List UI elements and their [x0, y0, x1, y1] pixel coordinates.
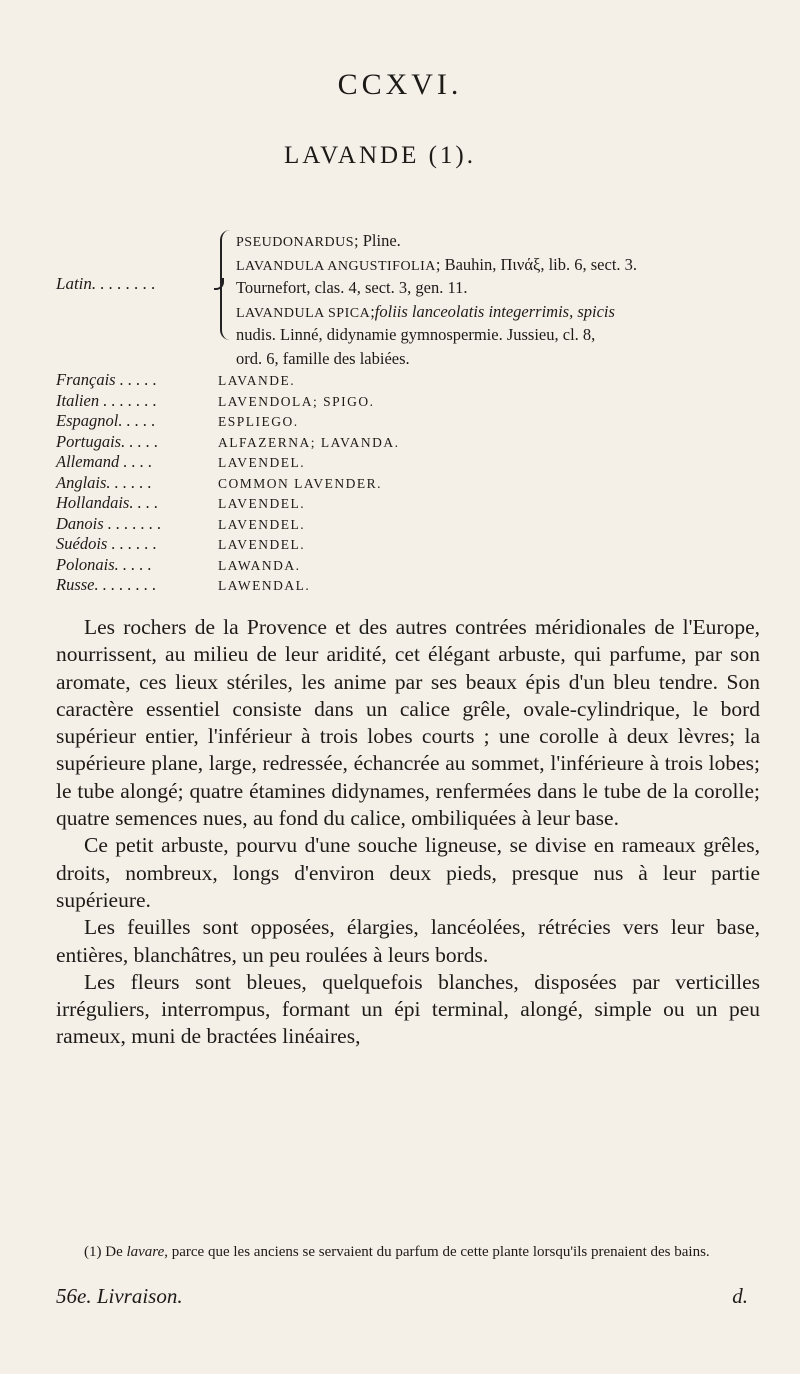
- paragraph: Ce petit arbuste, pourvu d'une souche ligneuse, se divise en rameaux grêles, droits, nombreux, longs d'environ deux pieds, presque nus à leur partie supérieure.: [56, 833, 760, 912]
- latin-line: PSEUDONARDUS; Pline.: [236, 231, 401, 250]
- latin-line: ord. 6, famille des labiées.: [236, 348, 410, 368]
- name-row: Français . . . . . LAVANDE.: [56, 370, 296, 389]
- body-text: [56, 614, 760, 1051]
- latin-line: LAVANDULA SPICA;foliis lanceolatis integerrimis, spicis: [236, 301, 615, 321]
- livraison-label: 56e. Livraison.: [56, 1284, 183, 1308]
- footnote: (1) De lavare, parce que les anciens se servaient du parfum de cette plante lorsqu'ils prenaient des bains.: [84, 1244, 710, 1260]
- latin-line: LAVANDULA ANGUSTIFOLIA; Bauhin, Πινάξ, lib. 6, sect. 3.: [236, 254, 638, 274]
- latin-line: nudis. Linné, didynamie gymnospermie. Jussieu, cl. 8,: [236, 325, 596, 344]
- name-row: Italien . . . . . . . LAVENDOLA; SPIGO.: [56, 390, 375, 410]
- name-row: Portugais. . . . . ALFAZERNA; LAVANDA.: [56, 431, 400, 451]
- name-row: Allemand . . . . LAVENDEL.: [56, 452, 306, 471]
- vernacular-names: [56, 370, 656, 596]
- name-row: Hollandais. . . . LAVENDEL.: [56, 493, 306, 512]
- paragraph: Les rochers de la Provence et des autres contrées méridionales de l'Europe, nourrissent, au milieu de leur aridité, cet élégant arbuste, qui parfume, par son aromate, ces lieux stériles, les anime par ses beaux épis d'un bleu tendre. Son caractère essentiel consiste dans un calice grêle, ovale-cylindrique, le bord supérieur entier, l'inférieur à trois lobes courts ; une corolle à deux lèvres; la supérieure plane, large, redressée, échancrée au sommet, l'inférieure à trois lobes; le tube alongé; quatre étamines didynames, renfermées dans le tube de la corolle; quatre semences nues, au fond du calice, ombiliquées à leur base.: [56, 615, 760, 831]
- latin-lines: [236, 230, 796, 371]
- name-row: Suédois . . . . . . LAVENDEL.: [56, 534, 306, 553]
- name-row: Polonais. . . . . LAWANDA.: [56, 554, 301, 574]
- name-row: Danois . . . . . . . LAVENDEL.: [56, 513, 306, 533]
- name-row: Russe. . . . . . . . LAWENDAL.: [56, 575, 311, 594]
- name-row: Anglais. . . . . . COMMON LAVENDER.: [56, 472, 383, 492]
- paragraph: Les fleurs sont bleues, quelquefois blanches, disposées par verticilles irréguliers, interrompus, formant un épi terminal, alongé, simple ou un peu rameux, muni de bractées linéaires,: [56, 969, 760, 1049]
- signature-mark: d.: [732, 1284, 748, 1308]
- latin-synonyms: [56, 230, 756, 368]
- latin-label: Latin. . . . . . . .: [56, 274, 156, 293]
- signature-line: [56, 1284, 760, 1309]
- plate-number: CCXVI.: [337, 68, 463, 101]
- paragraph: Les feuilles sont opposées, élargies, lancéolées, rétrécies vers leur base, entières, blanchâtres, un peu roulées à leurs bords.: [56, 915, 760, 967]
- page-title: LAVANDE (1).: [283, 142, 477, 169]
- brace-icon: [220, 230, 234, 340]
- name-row: Espagnol. . . . . ESPLIEGO.: [56, 411, 299, 430]
- latin-line: Tournefort, clas. 4, sect. 3, gen. 11.: [236, 278, 468, 297]
